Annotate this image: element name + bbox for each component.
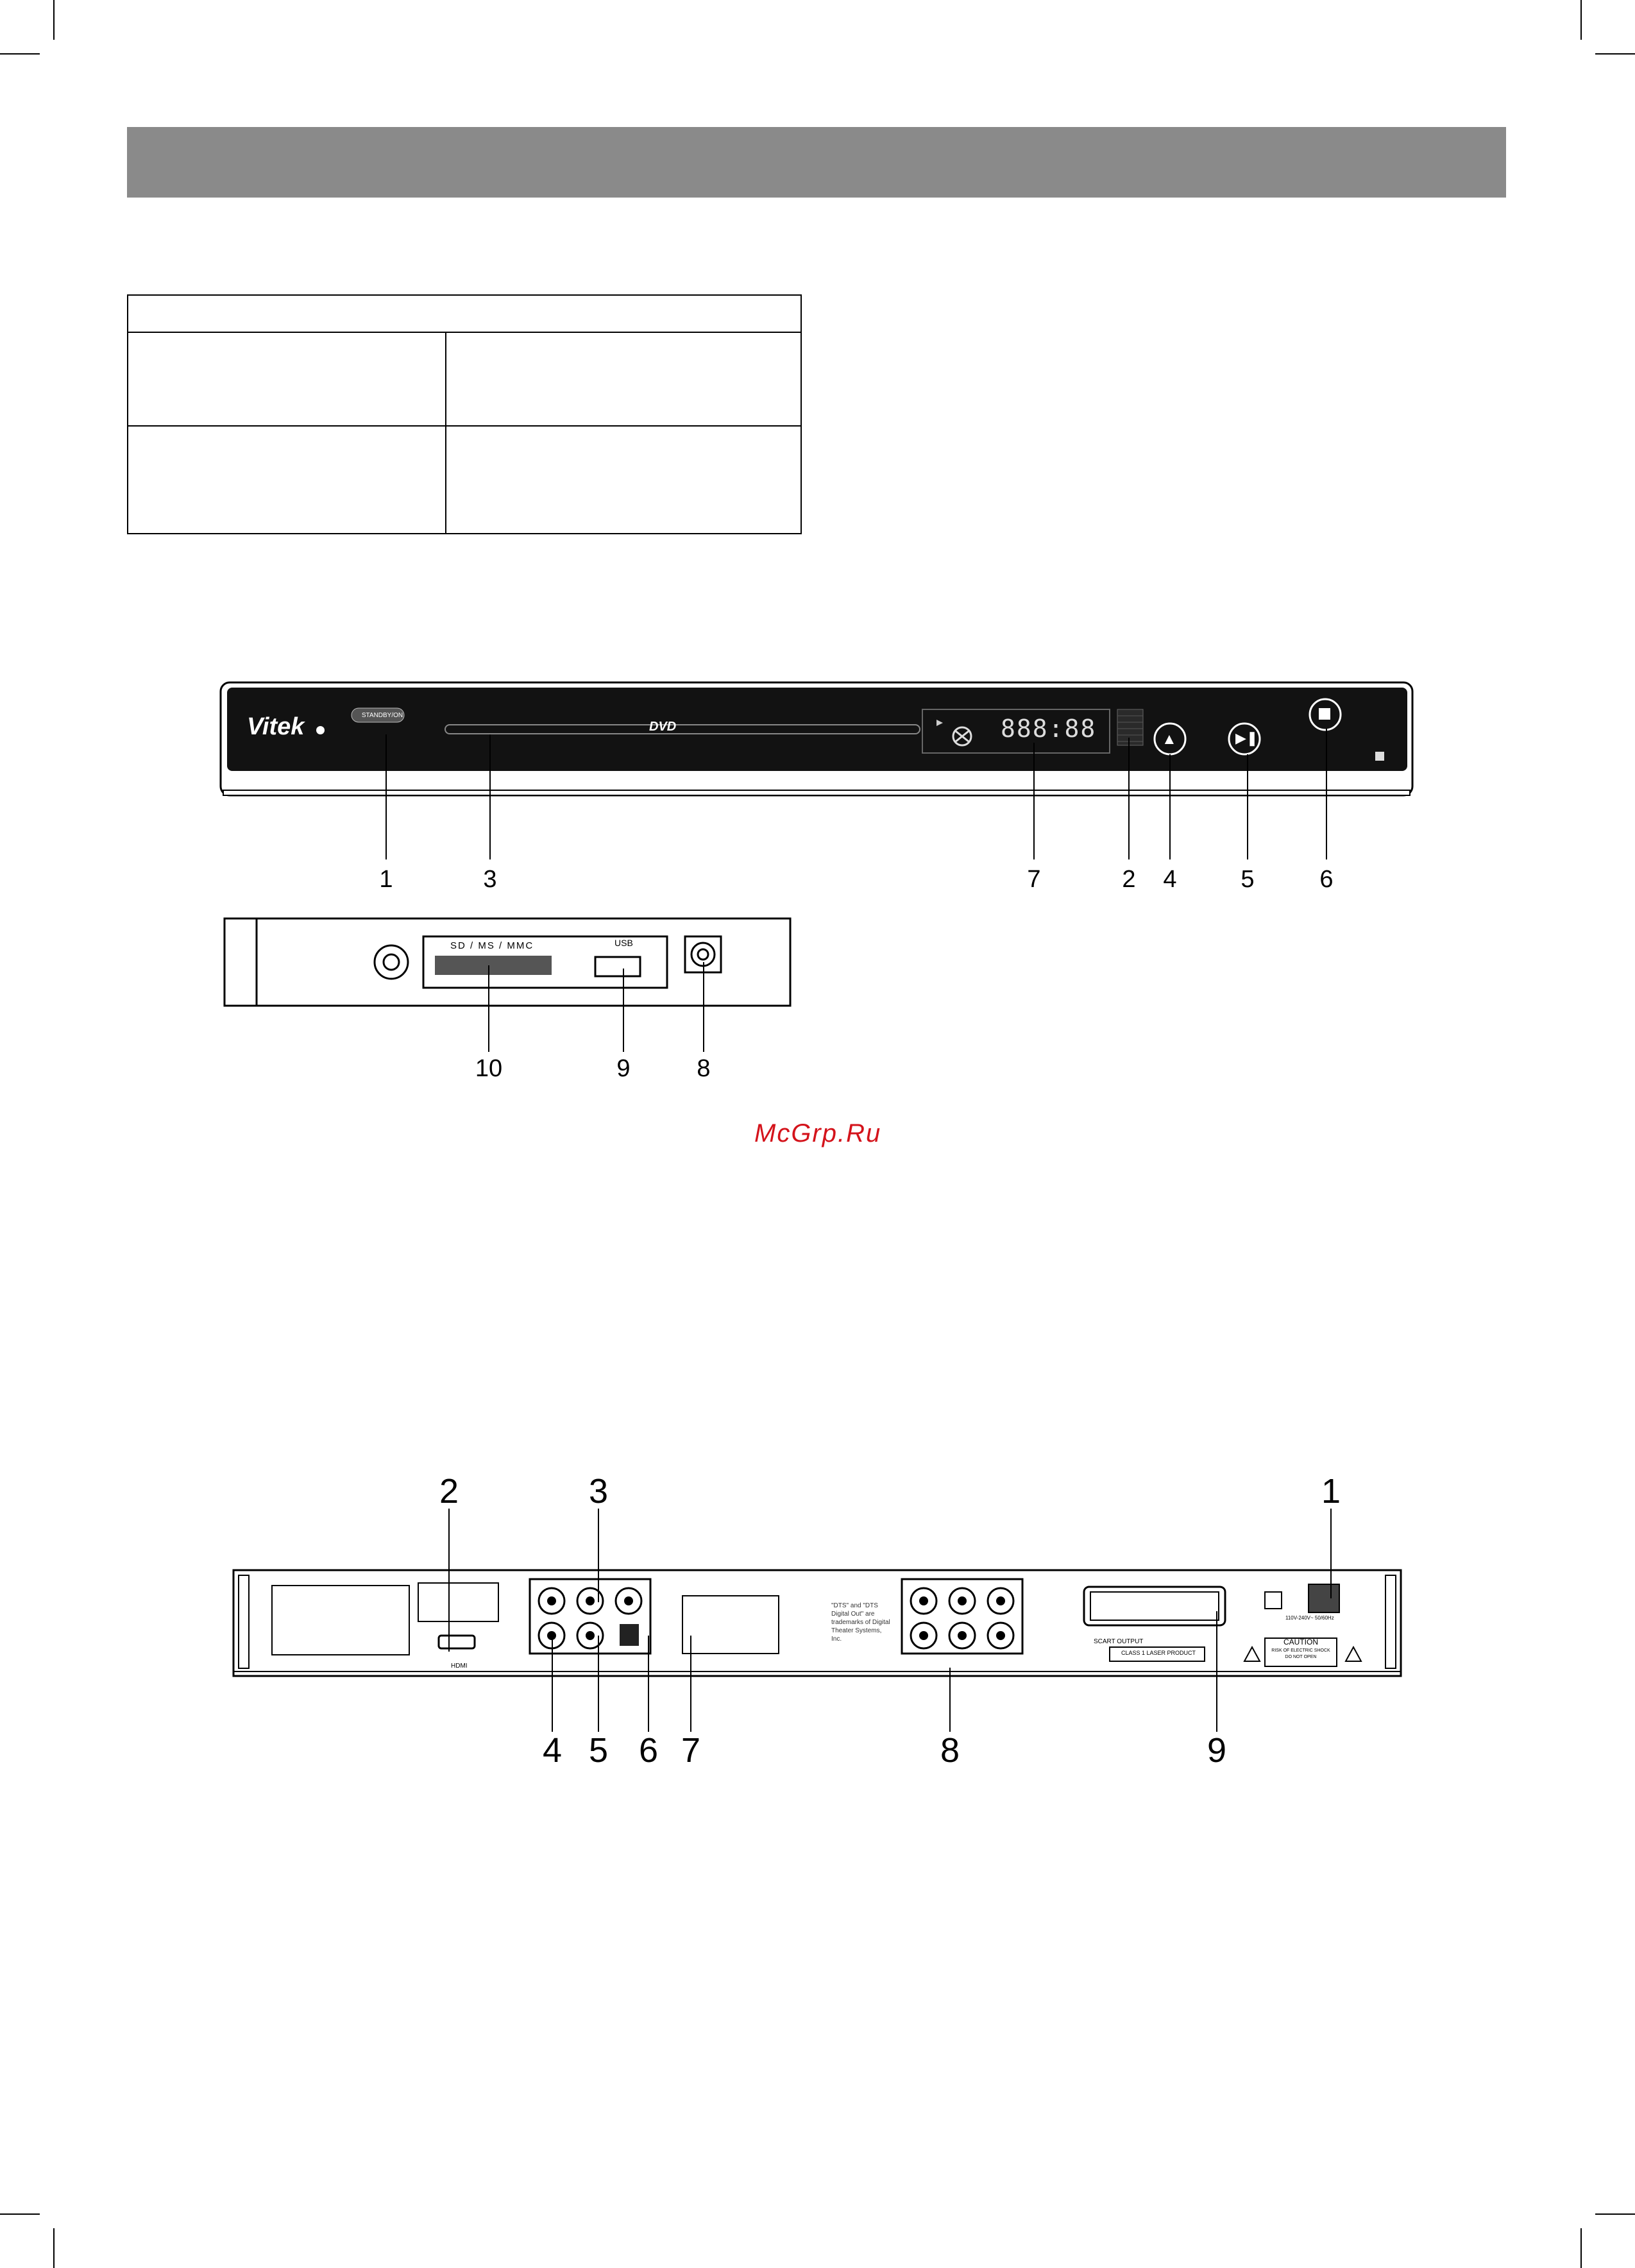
callout-5: 5 [1241, 866, 1255, 893]
watermark: McGrp.Ru [754, 1119, 882, 1147]
dts-notice: "DTS" and "DTS Digital Out" are trademarks of Digital Theater Systems, Inc. [831, 1602, 890, 1643]
crop-mark [0, 2213, 40, 2215]
callout-7: 7 [1027, 866, 1041, 893]
callout-6: 6 [638, 1731, 659, 1770]
callout-8: 8 [940, 1731, 960, 1770]
dvd-logo: DVD [649, 720, 677, 734]
laser-label: CLASS 1 LASER PRODUCT [1121, 1650, 1196, 1656]
play-pause-icon[interactable]: ▶❚ [1235, 730, 1258, 746]
callout-10: 10 [475, 1055, 503, 1082]
hdmi-label: HDMI [451, 1663, 468, 1670]
callout-7: 7 [681, 1731, 701, 1770]
scart-label: SCART OUTPUT [1094, 1638, 1144, 1645]
card-slot-label: SD / MS / MMC [450, 940, 534, 951]
caution-title: CAUTION [1283, 1638, 1318, 1646]
callout-5: 5 [588, 1731, 609, 1770]
callout-4: 4 [1163, 866, 1177, 893]
callout-9: 9 [1207, 1731, 1227, 1770]
callout-2: 2 [439, 1472, 459, 1511]
callout-2: 2 [1122, 866, 1136, 893]
callout-9: 9 [616, 1055, 631, 1082]
caution-line-1: RISK OF ELECTRIC SHOCK [1271, 1648, 1330, 1653]
callout-3: 3 [588, 1472, 609, 1511]
brand-logo: Vitek [247, 713, 305, 740]
crop-mark [1595, 2213, 1635, 2215]
callout-6: 6 [1319, 866, 1334, 893]
crop-mark [1580, 2228, 1582, 2268]
callout-3: 3 [483, 866, 497, 893]
standby-button[interactable]: STANDBY/ON [361, 712, 403, 719]
caution-line-2: DO NOT OPEN [1285, 1655, 1317, 1659]
display-digits: 888:88 [1001, 715, 1097, 743]
callout-1: 1 [1321, 1472, 1341, 1511]
crop-mark [53, 2228, 55, 2268]
eject-icon[interactable]: ▲ [1162, 731, 1177, 748]
power-label: 110V-240V~ 50/60Hz [1285, 1615, 1334, 1621]
usb-label: USB [614, 938, 633, 948]
callout-8: 8 [697, 1055, 711, 1082]
callout-1: 1 [379, 866, 393, 893]
callout-4: 4 [542, 1731, 563, 1770]
